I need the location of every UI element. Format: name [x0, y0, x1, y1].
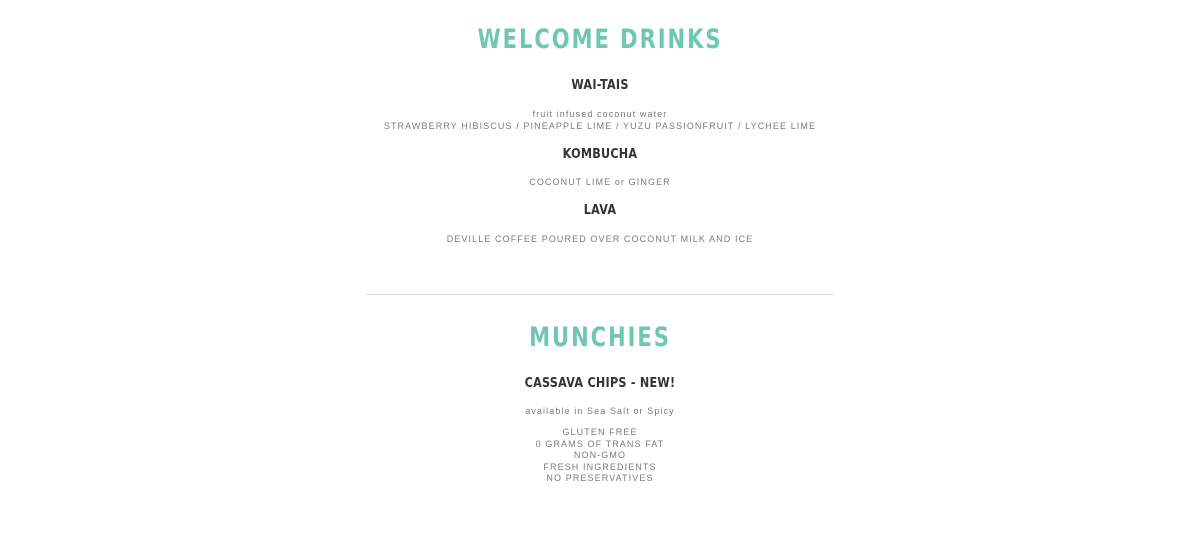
description-line: fruit infused coconut water: [532, 109, 668, 119]
section-title-welcome-drinks: WELCOME DRINKS: [477, 24, 723, 55]
item-name-wai-tais: WAI-TAIS: [571, 78, 629, 93]
feature-list: [0, 427, 1200, 485]
list-item: FRESH INGREDIENTS: [543, 461, 657, 472]
item-name-cassava-chips: CASSAVA CHIPS - NEW!: [524, 376, 676, 391]
description-line: COCONUT LIME or GINGER: [529, 177, 671, 187]
description-line: available in Sea Salt or Spicy: [525, 406, 675, 416]
section-divider: [366, 294, 833, 295]
item-description-kombucha: [0, 177, 1200, 189]
item-description-wai-tais: [0, 109, 1200, 132]
item-name-lava: LAVA: [583, 203, 617, 218]
item-name-kombucha: KOMBUCHA: [562, 147, 638, 162]
section-title-munchies: MUNCHIES: [529, 322, 671, 353]
description-line: DEVILLE COFFEE POURED OVER COCONUT MILK AND ICE: [446, 234, 754, 244]
list-item: GLUTEN FREE: [562, 427, 638, 437]
list-item: 0 GRAMS OF TRANS FAT: [535, 438, 665, 449]
list-item: NON-GMO: [573, 450, 627, 461]
list-item: NO PRESERVATIVES: [546, 473, 654, 484]
description-line: STRAWBERRY HIBISCUS / PINEAPPLE LIME / YUZU PASSIONFRUIT / LYCHEE LIME: [383, 120, 817, 131]
item-description-lava: [0, 234, 1200, 246]
item-description-cassava-chips: [0, 406, 1200, 418]
